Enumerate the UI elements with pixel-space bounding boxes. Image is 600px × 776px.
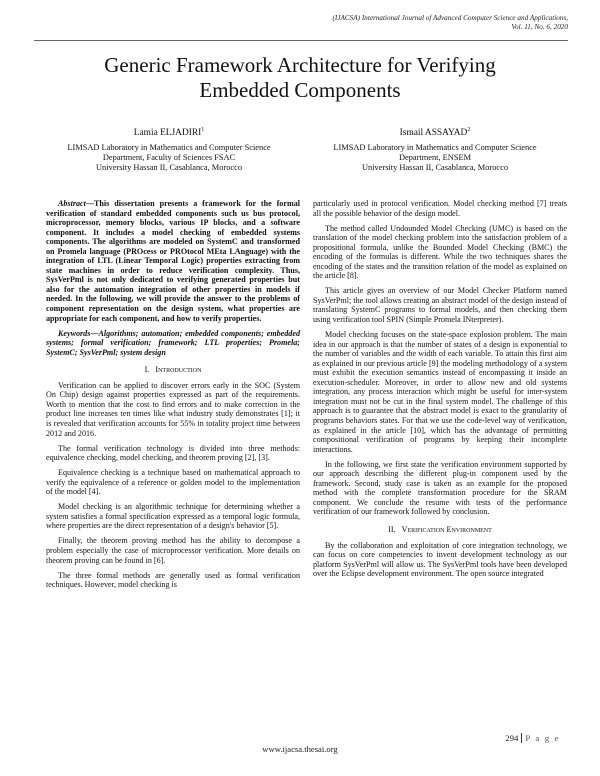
author-2-name: Ismail ASSAYAD [399, 128, 468, 139]
right-paragraph: In the following, we first state the verification environment supported by our approach describing the different plug-in component used by the framework. Second, study case is taken as an example for the proposed method with the complete transformation procedure for the SRAM component. We conclude the resume with tests of the performance verification of our framework followed by conclusion. [313, 459, 567, 517]
author-2-name-line [302, 125, 568, 138]
right-paragraph: The method called Undounded Model Checking (UMC) is based on the translation of the model checking problem into the satisfaction problem of a propositional formula, unlike the Bounded Model Checking (BMC) the encoding of the formulas is different. While the two techniques shares the encoding of the states and the transition relation of the model as explained on the article [8]. [313, 223, 567, 281]
page-number: 294 [505, 733, 519, 743]
paper-title [40, 53, 560, 103]
author-2-affil3: University Hassan II, Casablanca, Morocco [361, 163, 509, 173]
right-column [313, 199, 567, 584]
section-1-num: I. [144, 365, 150, 375]
section-2-num: II. [388, 524, 396, 534]
abstract [46, 199, 300, 323]
section-heading-introduction [46, 365, 300, 375]
title-line1: Generic Framework Architecture for Verifying [104, 53, 496, 77]
author-2-sup: 2 [467, 127, 471, 133]
section-heading-verification-environment [313, 525, 567, 535]
right-paragraph: By the collaboration and exploitation of core integration technology, we can focus on core competencies to invent development technology as our platform SysVerPml will allow us. The SysVerPml tools have been developed over the Eclipse development environment. The open source integrated [313, 540, 567, 579]
footer-url[interactable]: www.ijacsa.thesai.org [262, 744, 338, 754]
author-1-affil2: Department, Faculty of Sciences FSAC [102, 153, 236, 163]
author-1-affil3: University Hassan II, Casablanca, Morocco [95, 163, 243, 173]
title-line2: Embedded Components [199, 78, 401, 102]
page-number-block [505, 733, 560, 743]
right-paragraph: particularly used in protocol verification. Model checking method [7] treats all the possible behavior of the design model. [313, 199, 567, 218]
journal-header [188, 14, 568, 31]
section-1-title: Introduction [155, 365, 202, 375]
journal-header-line1: (IJACSA) International Journal of Advanced Computer Science and Applications, [332, 14, 568, 22]
abstract-lead: Abstract [58, 199, 86, 208]
abstract-text: —This dissertation presents a framework for the formal verification of standard embedded components such us bus protocol, microprocessor, memory blocks, various IP blocks, and a software component. It includes a model checking of embedded systems components. The algorithms are modeled on SystemC and transformed on Promela language (PROcess or PROtocol MEta LAnguage) with the integration of LTL (Linear Temporal Logic) properties extracting from state machines in order to reduce verification complexity. Thus, SysVerPml is not only dedicated to verifying generated properties but also for the automation integration of other properties in models if needed. In the following, we will provide the answer to the problems of component representation on the design system, what properties are appropriate for each component, and how to verify properties. [46, 199, 300, 323]
left-paragraph: The three formal methods are generally used as formal verification techniques. However, model checking is [46, 570, 300, 590]
left-paragraph: Model checking is an algorithmic technique for determining whether a system satisfies a formal specification expressed as a temporal logic formula, where properties are the direct representation of a design's behavior [5]. [46, 502, 300, 531]
section-2-title: Verification Environment [401, 524, 492, 534]
header-rule [34, 40, 568, 41]
left-paragraph: Finally, the theorem proving method has the ability to decompose a problem especially the case of microprocessor verification. More details on theorem proving can be found in [6]. [46, 536, 300, 565]
author-2 [302, 125, 568, 173]
author-1-affil1: LIMSAD Laboratory in Mathematics and Computer Science [67, 143, 271, 153]
page-word: P a g e [525, 733, 560, 743]
author-1-sup: 1 [201, 127, 205, 133]
left-paragraph: Equivalence checking is a technique based on mathematical approach to verify the equivalence of a reference or golden model to the implementation of the model [4]. [46, 468, 300, 497]
keywords: Keywords—Algorithms; automation; embedded components; embedded systems; formal verification; framework; LTL properties; Promela; SystemC; SysVerPml; system design [46, 328, 300, 357]
author-2-affil1: LIMSAD Laboratory in Mathematics and Computer Science [333, 143, 537, 153]
author-2-affil2: Department, ENSEM [398, 153, 472, 163]
left-column [46, 199, 300, 595]
left-paragraph: The formal verification technology is divided into three methods: equivalence checking, model checking, and theorem proving [2], [3]. [46, 443, 300, 463]
journal-header-line2: Vol. 11, No. 6, 2020 [511, 22, 568, 31]
author-1 [34, 125, 304, 173]
author-1-name: Lamia ELJADIRI [133, 128, 202, 139]
page-divider [521, 733, 522, 743]
left-paragraph: Verification can be applied to discover errors early in the SOC (System On Chip) design against properties expressed as part of the requirements. Worth to mention that the cost to find errors and to make correction in the product line increases ten times like what industry study demonstrates [1]; it is revealed that verification accounts for 55% in totality project time between 2012 and 2016. [46, 380, 300, 438]
author-1-name-line [34, 125, 304, 138]
right-paragraph: Model checking focuses on the state-space explosion problem. The main idea in our approach is that the number of states of a design is exponential to the number of variables and the width of each variable. To attain this first aim as explained in our previous article [9] the modeling methodology of a system must exhibit the execution semantics instead of encompassing it inside an execution-scheduler. Moreover, in order to allow new and old systems integration, any process interaction which might be useful for inter-system integration must not be cut in the final system model. The challenge of this approach is to guarantee that the abstract model is exact to the granularity of programs behaviors states. For that we use the code-level way of verification, as explained in the article [10], which has the advantage of permitting compositional verification of programs by keeping their incomplete interactions. [313, 330, 567, 454]
right-paragraph: This article gives an overview of our Model Checker Platform named SysVerPml; the tool allows creating an abstract model of the design instead of translating SystemC programs to formal models, and then checking them using verification tool SPIN (Simple Promela INterpreter). [313, 286, 567, 325]
